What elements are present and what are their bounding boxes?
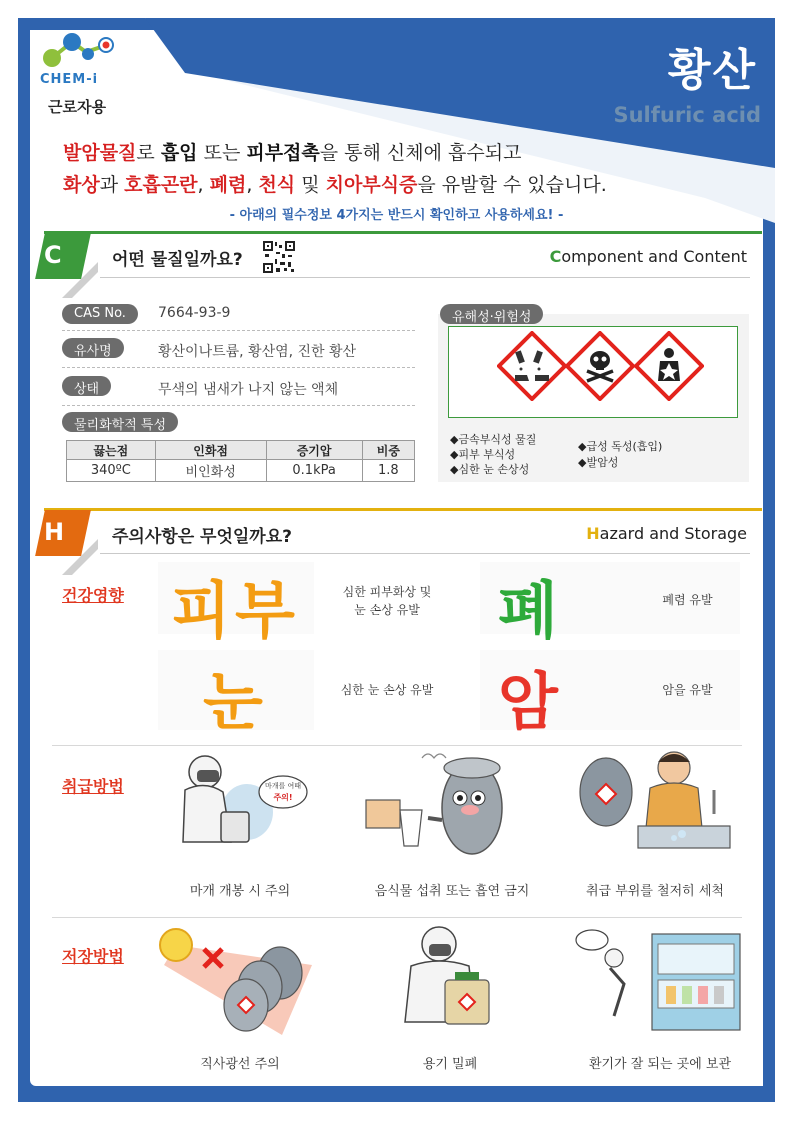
page-subtitle: Sulfuric acid: [613, 103, 761, 127]
section-c-en-title: Component and Content: [549, 247, 747, 266]
handling-label: 취급방법: [62, 777, 124, 796]
hazard-item: ◆금속부식성 물질: [450, 433, 537, 446]
hazard-item: ◆피부 부식성: [450, 448, 516, 461]
effect-word-skin: 피부: [171, 574, 299, 647]
divider: [52, 917, 742, 918]
sealed-container-illustration: [385, 922, 515, 1034]
section-h-shadow-icon: [62, 539, 98, 575]
storage-caption: 환기가 잘 되는 곳에 보관: [588, 1057, 732, 1072]
effect-text-lung: 폐렴 유발: [662, 593, 713, 607]
wash-hands-illustration: [578, 744, 738, 858]
section-c-shadow-icon: [62, 262, 98, 298]
state-label: 상태: [62, 376, 111, 396]
intro-text: [63, 137, 607, 201]
handling-caption: 마개 개봉 시 주의: [189, 884, 291, 899]
intro-line-1: 발암물질로 흡입 또는 피부접촉을 통해 신체에 흡수되고: [63, 142, 522, 164]
table-cell: 1.8: [362, 460, 414, 482]
table-header-row: [67, 441, 415, 460]
audience-label: 근로자용: [48, 98, 106, 116]
effect-word-lung: 폐: [498, 574, 562, 647]
section-c-title: 어떤 물질일까요?: [112, 250, 243, 270]
section-h-letter: H: [44, 518, 65, 546]
table-cell: 0.1kPa: [266, 460, 362, 482]
no-eating-smoking-illustration: [362, 748, 522, 860]
effect-word-cancer: 암: [498, 665, 562, 738]
cas-value: 7664-93-9: [158, 305, 231, 321]
hazard-item: ◆급성 독성(흡입): [578, 440, 663, 453]
hazard-item: ◆심한 눈 손상성: [450, 463, 530, 476]
notice-text: - 아래의 필수정보 4가지는 반드시 확인하고 사용하세요! -: [229, 208, 564, 223]
synonym-value: 황산이나트륨, 황산염, 진한 황산: [158, 344, 357, 360]
table-cell: 340ºC: [67, 460, 156, 482]
table-cell: 비인화성: [155, 460, 266, 482]
effect-text-skin: 심한 피부화상 및 눈 손상 유발: [342, 585, 432, 617]
health-effects-label: 건강영향: [62, 586, 124, 605]
storage-caption: 용기 밀폐: [422, 1057, 478, 1072]
handling-caption: 취급 부위를 철저히 세척: [586, 884, 724, 899]
skull-crossbones-icon: [565, 331, 635, 401]
sunlight-drums-illustration: [152, 925, 322, 1037]
hazard-item: ◆발암성: [578, 456, 619, 469]
storage-caption: 직사광선 주의: [200, 1057, 280, 1072]
table-row: [67, 460, 415, 482]
table-header: 끓는점: [67, 441, 156, 460]
section-c-underline: [100, 277, 750, 278]
svg-text:주의!: 주의!: [273, 793, 293, 802]
open-cap-worker-illustration: [165, 750, 325, 860]
effect-word-eye: 눈: [203, 665, 267, 738]
synonym-label: 유사명: [62, 338, 124, 358]
effect-text-cancer: 암을 유발: [662, 683, 713, 697]
divider: [62, 405, 415, 406]
logo-text: CHEM-i: [40, 72, 99, 87]
handling-caption: 음식물 섭취 또는 흡연 금지: [374, 884, 530, 899]
table-header: 증기압: [266, 441, 362, 460]
storage-label: 저장방법: [62, 947, 124, 966]
svg-text:마개를 여때: 마개를 여때: [264, 782, 302, 790]
phys-label: 물리화학적 특성: [62, 412, 178, 432]
table-header: 인화점: [155, 441, 266, 460]
section-c-letter: C: [44, 241, 62, 269]
effect-text-eye: 심한 눈 손상 유발: [340, 683, 434, 697]
divider: [62, 330, 415, 331]
table-header: 비중: [362, 441, 414, 460]
section-h-underline: [100, 553, 750, 554]
page-title: 황산: [667, 45, 757, 96]
section-c-line: [44, 231, 762, 234]
state-value: 무색의 냄새가 나지 않는 액체: [158, 382, 339, 398]
cas-label: CAS No.: [62, 304, 138, 324]
intro-line-2: 화상과 호흡곤란, 폐렴, 천식 및 치아부식증을 유발할 수 있습니다.: [63, 174, 607, 196]
section-h-title: 주의사항은 무엇일까요?: [112, 527, 292, 547]
health-hazard-icon: [634, 331, 704, 401]
phys-properties-table: [66, 440, 415, 482]
ventilated-storage-illustration: [570, 924, 745, 1036]
corrosion-icon: [497, 331, 567, 401]
qr-code-icon[interactable]: [262, 240, 296, 274]
divider: [62, 367, 415, 368]
hazard-label: 유해성·위험성: [440, 304, 543, 324]
section-h-line: [44, 508, 762, 511]
section-h-en-title: Hazard and Storage: [586, 524, 747, 543]
